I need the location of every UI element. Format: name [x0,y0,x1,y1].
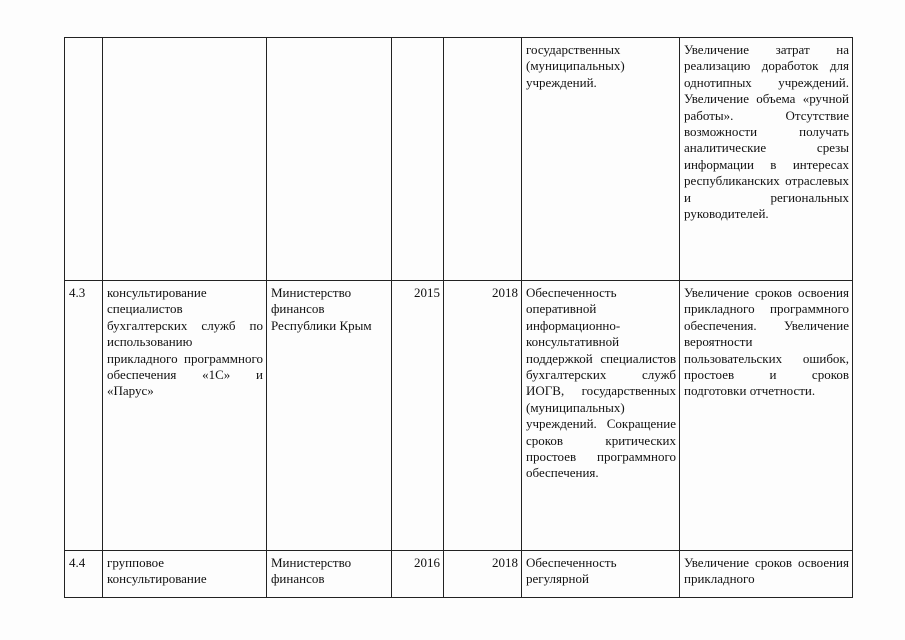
row-number: 4.4 [65,551,103,598]
result-cell: государственных (муниципальных) учреждений. [522,38,680,281]
row-number: 4.3 [65,281,103,551]
end-year-cell: 2018 [444,281,522,551]
risks-cell: Увеличение сроков освоения прикладного программного обеспечения. Увеличение вероятности пользовательских ошибок, простоев и сроков подготовки отчетности. [680,281,853,551]
row-number [65,38,103,281]
start-year-cell [392,38,444,281]
risks-cell: Увеличение сроков освоения прикладного [680,551,853,598]
table-row [65,38,853,281]
measure-cell: консультирование специалистов бухгалтерских служб по использованию прикладного программного обеспечения «1С» и «Парус» [103,281,267,551]
executor-cell: Министерство финансов Республики Крым [267,281,392,551]
risks-cell: Увеличение затрат на реализацию доработок для однотипных учреждений. Увеличение объема «ручной работы». Отсутствие возможности получать аналитические срезы информации в интересах республиканских отраслевых и региональных руководителей. [680,38,853,281]
measures-table [64,37,853,598]
executor-cell: Министерство финансов [267,551,392,598]
result-cell: Обеспеченность регулярной [522,551,680,598]
table-row [65,551,853,598]
start-year-cell: 2016 [392,551,444,598]
executor-cell [267,38,392,281]
measure-cell [103,38,267,281]
table-row [65,281,853,551]
start-year-cell: 2015 [392,281,444,551]
measure-cell: групповое консультирование [103,551,267,598]
end-year-cell: 2018 [444,551,522,598]
end-year-cell [444,38,522,281]
result-cell: Обеспеченность оперативной информационно-консультативной поддержкой специалистов бухгалтерских служб ИОГВ, государственных (муниципальных) учреждений. Сокращение сроков критических простоев программного обеспечения. [522,281,680,551]
